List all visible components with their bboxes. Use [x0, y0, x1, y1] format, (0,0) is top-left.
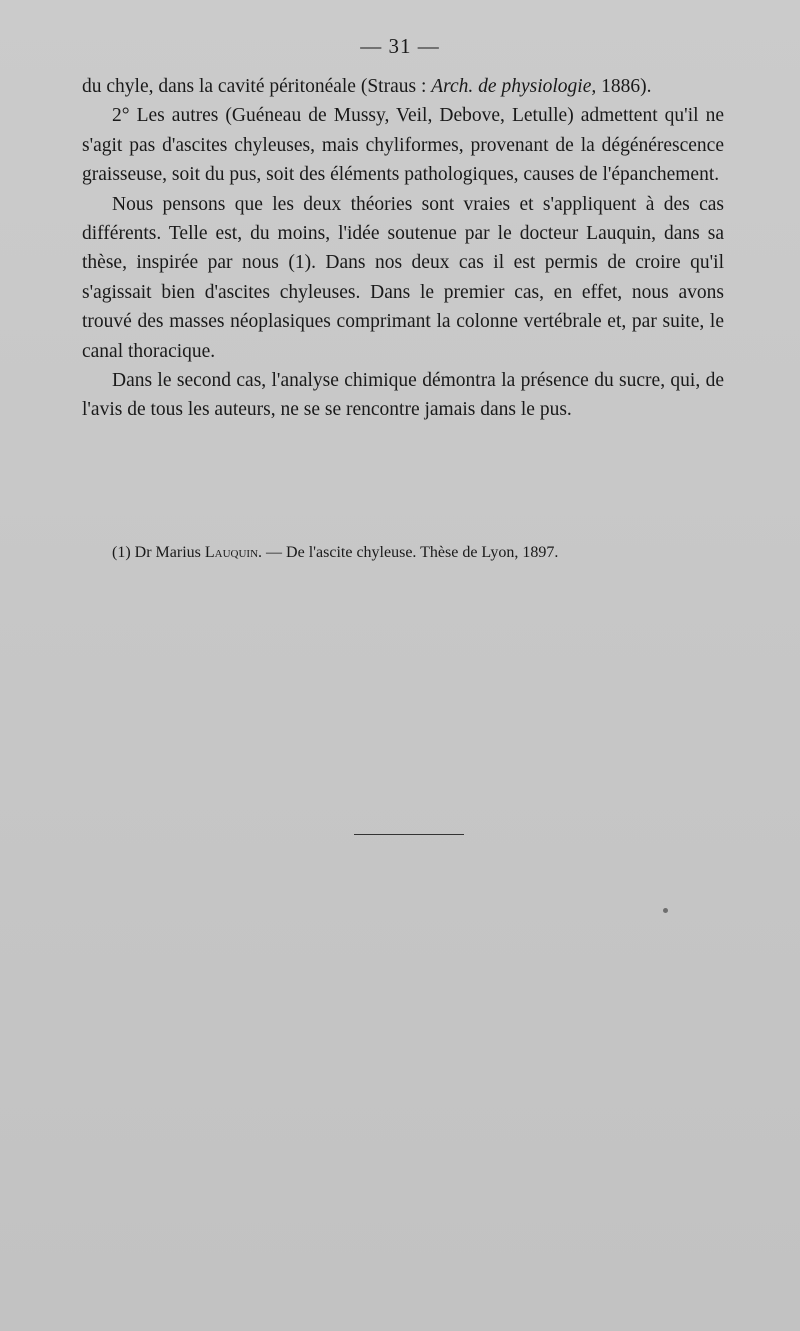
page-number: — 31 —	[360, 34, 440, 58]
paragraph-3: Nous pensons que les deux théories sont vraies et s'appliquent à des cas différents. Telle est, du moins, l'idée soutenue par le docteur Lauquin, dans sa thèse, inspirée par nous (1). Dans nos deux cas il est permis de croire qu'il s'agissait bien d'ascites chyleuses. Dans le premier cas, en effet, nous avons trouvé des masses néoplasiques comprimant la colonne vertébrale et, par suite, le canal thoracique.	[82, 193, 724, 362]
footnote-author: Lauquin	[204, 544, 259, 561]
paragraph-2: 2° Les autres (Guéneau de Mussy, Veil, Debove, Letulle) admettent qu'il ne s'agit pas d'ascites chyleuses, mais chyliformes, provenant de la dégénérescence graisseuse, soit du pus, soit des éléments pathologiques, causes de l'épanchement.	[82, 105, 724, 186]
footnote-suffix: . — De l'ascite chyleuse. Thèse de Lyon, 1897.	[258, 544, 559, 561]
paragraph-4: Dans le second cas, l'analyse chimique démontra la présence du sucre, qui, de l'avis de tous les auteurs, ne se se rencontre jamais dans le pus.	[82, 370, 724, 421]
footnote-prefix: (1) Dr Marius	[112, 544, 205, 561]
journal-title: Arch. de physiologie,	[431, 76, 597, 97]
section-divider	[354, 834, 464, 835]
paragraph-1-end: 1886).	[596, 76, 652, 97]
footnote	[112, 542, 712, 564]
paper-speck	[663, 908, 668, 913]
paragraph-1-text: du chyle, dans la cavité péritonéale (Straus :	[82, 76, 432, 97]
paragraph-1	[82, 72, 724, 101]
body-text	[82, 72, 724, 425]
